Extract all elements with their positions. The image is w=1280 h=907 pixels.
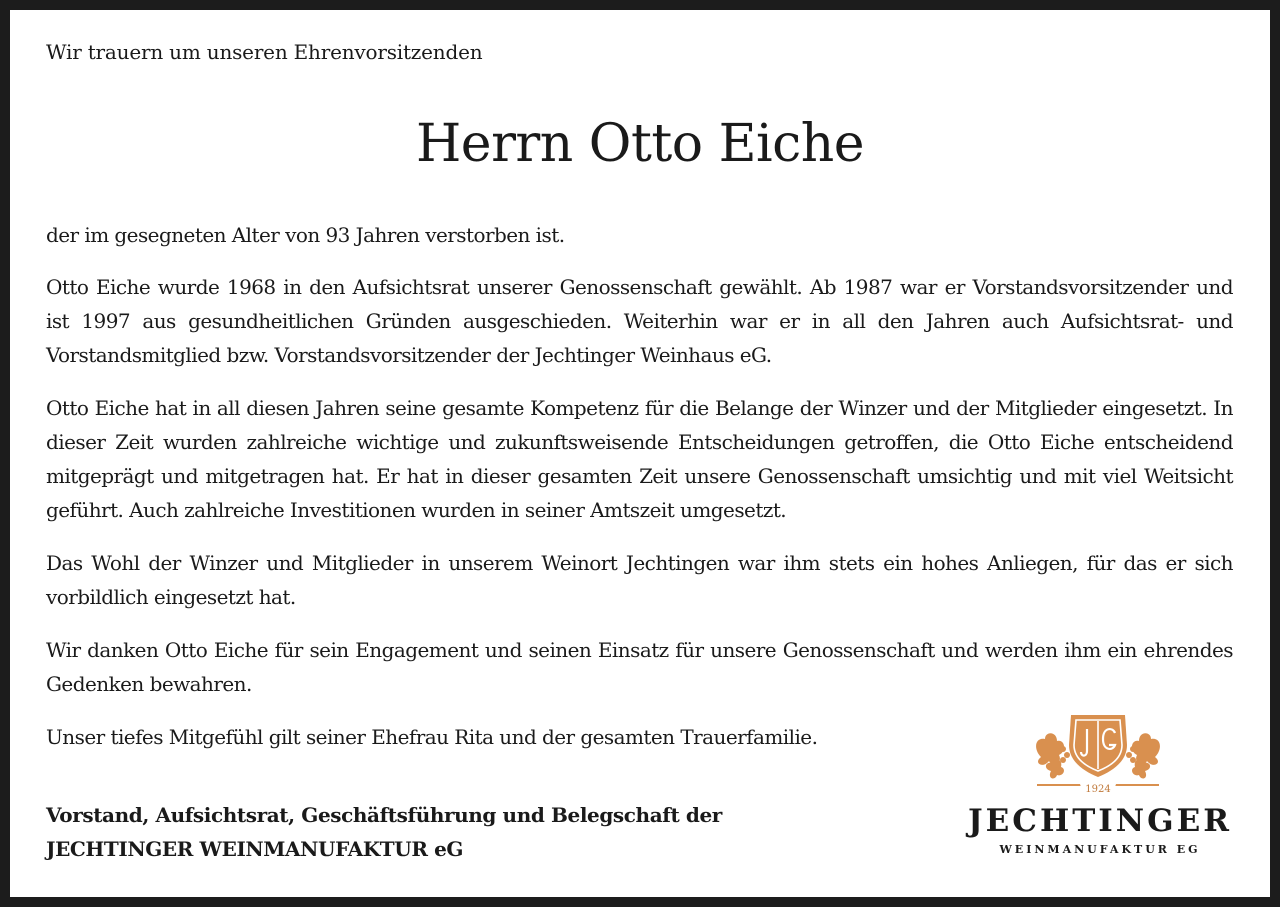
logo-subline: WEINMANUFAKTUR EG — [999, 843, 1201, 856]
wine-shield-emblem-icon — [1023, 705, 1173, 795]
paragraph-condolence: Unser tiefes Mitgefühl gilt seiner Ehefrau Rita und der gesamten Trauerfamilie. — [46, 725, 818, 749]
signature-block — [46, 798, 722, 866]
signature-line-2: JECHTINGER WEINMANUFAKTUR eG — [46, 837, 464, 861]
paragraph-thanks: Wir danken Otto Eiche für sein Engagement und seinen Einsatz für unsere Genossenschaft und werden ihm ein ehrendes Gedenken bewahren. — [46, 638, 1233, 696]
paragraph-competence: Otto Eiche hat in all diesen Jahren seine gesamte Kompetenz für die Belange der Winzer und der Mitglieder eingesetzt. In dieser Zeit wurden zahlreiche wichtige und zukunftsweisende Entscheidungen getroffen, die Otto Eiche entscheidend mitgeprägt und mitgetragen hat. Er hat in dieser gesamten Zeit unsere Genossenschaft umsichtig und mit viel Weitsicht geführt. Auch zahlreiche Investitionen wurden in seiner Amtszeit umgesetzt. — [46, 396, 1233, 522]
paragraph-career: Otto Eiche wurde 1968 in den Aufsichtsrat unserer Genossenschaft gewählt. Ab 1987 war er Vorstandsvorsitzender und ist 1997 aus gesundheitlichen Gründen ausgeschieden. Weiterhin war er in all den Jahren auch Aufsichtsrat- und Vorstandsmitglied bzw. Vorstandsvorsitzender der Jechtinger Weinhaus eG. — [46, 275, 1233, 367]
obituary-notice — [10, 10, 1270, 897]
deceased-name: Herrn Otto Eiche — [415, 114, 865, 174]
logo-wordmark: JECHTINGER — [967, 803, 1233, 839]
signature-line-1: Vorstand, Aufsichtsrat, Geschäftsführung und Belegschaft der — [46, 803, 722, 827]
paragraph-age: der im gesegneten Alter von 93 Jahren verstorben ist. — [46, 223, 565, 247]
paragraph-community: Das Wohl der Winzer und Mitglieder in unserem Weinort Jechtingen war ihm stets ein hohes Anliegen, für das er sich vorbildlich eingesetzt hat. — [46, 551, 1233, 609]
logo-year: 1924 — [1085, 784, 1111, 795]
intro-line: Wir trauern um unseren Ehrenvorsitzenden — [46, 40, 483, 64]
winery-logo — [965, 705, 1235, 865]
